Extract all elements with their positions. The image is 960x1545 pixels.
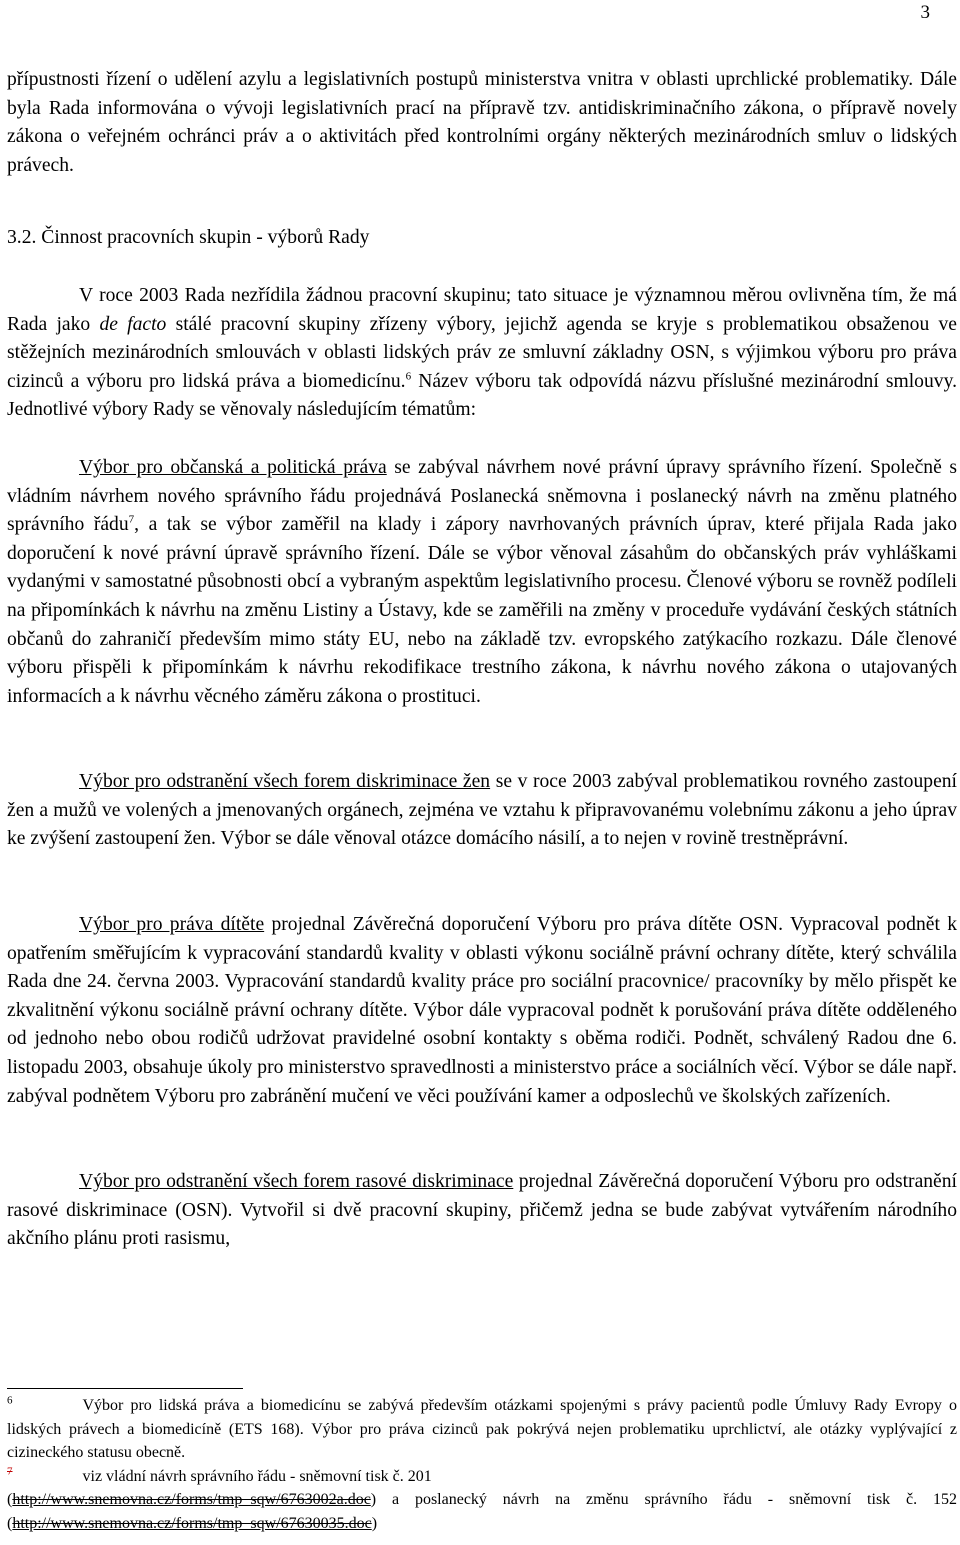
women-discrimination-committee-title: Výbor pro odstranění všech forem diskriminace žen [79,771,491,793]
women-discrimination-committee-paragraph [7,768,957,854]
p1-text-b: stálé pracovní skupiny zřízeny výbory, jejichž agenda se kryje s problematikou obsaženou ve stěžejních mezinárodních smlouvách v oblasti lidských práv ze smluvní základny OSN, s výjimkou výboru pro práva cizinců a výboru pro lidská práva a biomedicínu. [7,313,957,392]
footnotes [7,1394,957,1535]
civil-rights-committee-paragraph [7,454,957,711]
footnote-7-line1: viz vládní návrh správního řádu - sněmovní tisk č. 201 [82,1467,432,1485]
footnote-6 [7,1394,957,1465]
section-heading: 3.2. Činnost pracovních skupin - výborů Rady [7,227,370,249]
footnote-separator [7,1388,243,1389]
intro-paragraph: přípustnosti řízení o udělení azylu a legislativních postupů ministerstva vnitra v oblasti uprchlické problematiky. Dále byla Rada informována o vývoji legislativních prací na přípravě tzv. antidiskriminačního zákona, o přípravě novely zákona o veřejném ochránci práv a o aktivitách před kontrolními orgány některých mezinárodních smluv o lidských právech. [7,69,957,176]
footnote-7-close: ) [371,1514,378,1532]
footnote-7-open: ( [7,1491,13,1508]
footnote-ref-6[interactable]: 6 [405,370,412,383]
p1-text-c: Název výboru tak odpovídá názvu příslušné mezinárodní smlouvy. Jednotlivé výbory Rady se věnovaly následujícím tématům: [7,370,957,421]
child-rights-committee-title: Výbor pro práva dítěte [79,914,265,936]
committees-intro-paragraph [7,282,957,425]
footnote-7-mid: ) a poslanecký návrh na změnu správního řádu - sněmovní tisk č. 152 ( [7,1491,957,1532]
p2-text-b: , a tak se výbor zaměřil na klady i zápory navrhovaných právních úprav, které přijala Rada jako doporučení k nové právní úpravě správního řízení. Dále se výbor věnoval zásahům do občanských práv vyhláškami vydanými v samostatné působnosti obcí a vybraným aspektům legislativního procesu. Členové výboru se rovněž podíleli na připomínkách k návrhu na změnu Listiny a Ústavy, kde se zaměřili na změny v proceduře vydávání českých státních občanů do zahraničí především mimo státy EU, nebo na základě tzv. evropského zatýkacího rozkazu. Dále členové výboru přispěli k připomínkám k návrhu rekodifikace trestního zákona, k návrhu nového zákona o utajovaných informacích a k návrhu věcného záměru zákona o prostituci. [7,514,957,707]
p5-text-a: projednal Závěrečná doporučení Výboru pro odstranění rasové diskriminace (OSN). Vytvořil si dvě pracovní skupiny, přičemž jedna se bude zabývat vytvářením národního akčního plánu proti rasismu, [7,1171,957,1250]
footnote-7 [7,1465,957,1536]
racial-discrimination-committee-paragraph [7,1168,957,1254]
p3-text-a: se v roce 2003 zabýval problematikou rovného zastoupení žen a mužů ve volených a jmenovaných orgánech, zejména ve vztahu k připravovanému volebnímu zákonu a jeho úprav ke zvýšení zastoupení žen. Výbor se dále věnoval otázce domácího násilí, a to nejen v rovině trestněprávní. [7,771,958,850]
footnote-7-number: 7 [7,1465,13,1478]
page-number: 3 [920,2,930,23]
footnote-ref-7[interactable]: 7 [128,513,135,526]
footnote-7-link-1[interactable]: http://www.snemovna.cz/forms/tmp_sqw/6763002a.doc [12,1491,371,1508]
document-body [7,66,957,1254]
racial-discrimination-committee-title: Výbor pro odstranění všech forem rasové diskriminace [79,1171,514,1193]
p2-text-a: se zabýval návrhem nové právní úpravy správního řízení. Společně s vládním návrhem nového správního řádu projednává Poslanecká sněmovna i poslanecký návrh na změnu platného správního řádu [7,456,957,536]
p4-text-a: projednal Závěrečná doporučení Výboru pro práva dítěte OSN. Vypracoval podnět k opatřením směřujícím k vypracování standardů kvality v oblasti výkonu sociálně právní ochrany dítěte, který schválila Rada dne 24. června 2003. Vypracování standardů kvality práce pro sociální pracovnice/ pracovníky by mělo přispět ke zkvalitnění výkonu sociálně právní ochrany dítěte. Výbor dále vypracoval podnět k porušování práva dítěte odděleného od jednoho nebo obou rodičů udržovat pravidelné osobní kontakty s oběma rodiči. Podnět, schválený Radou dne 6. listopadu 2003, obsahuje úkoly pro ministerstvo spravedlnosti a ministerstvo práce a sociálních věcí. Výbor se dále např. zabýval podnětem Výboru pro zabránění mučení ve věci používání kamer a odposlechů ve školských zařízeních. [7,914,958,1107]
footnote-6-text: Výbor pro lidská práva a biomedicínu se zabývá především otázkami spojenými s právy pacientů podle Úmluvy Rady Evropy o lidských právech a biomedicíně (ETS 168). Výbor pro práva cizinců pak pokrývá nejen problematiku uprchlictví, ale otázky vyplývající z cizineckého statusu obecně. [7,1397,957,1461]
p1-italic-term: de facto [99,313,167,335]
footnote-6-number: 6 [7,1394,13,1407]
child-rights-committee-paragraph [7,911,957,1111]
p1-text-a: V roce 2003 Rada nezřídila žádnou pracovní skupinu; tato situace je významnou měrou ovlivněna tím, že má Rada jako [7,284,957,335]
footnote-7-link-2[interactable]: http://www.snemovna.cz/forms/tmp_sqw/67630035.doc [12,1514,372,1532]
civil-rights-committee-title: Výbor pro občanská a politická práva [79,456,387,478]
